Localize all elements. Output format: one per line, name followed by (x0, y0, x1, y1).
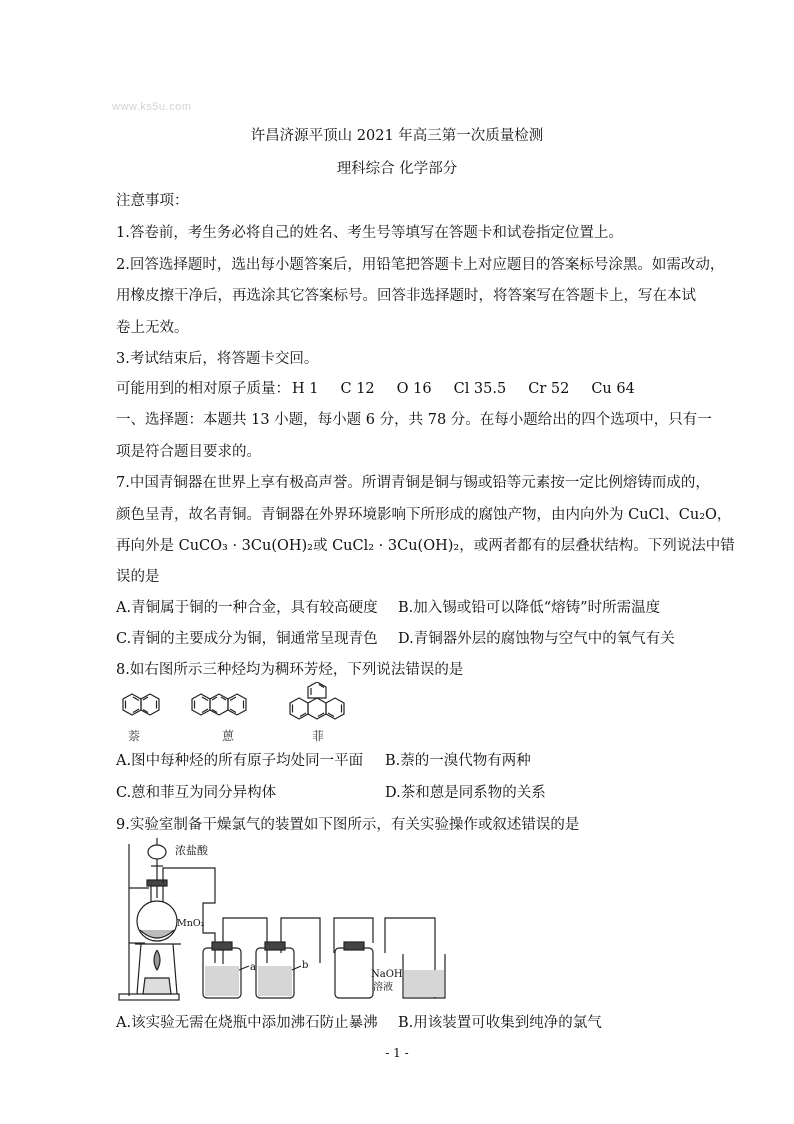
naphthalene-structure (123, 694, 159, 715)
q8-stem: 8.如右图所示三种烃均为稠环芳烃，下列说法错误的是 (116, 662, 464, 678)
notes-heading: 注意事项： (116, 193, 189, 209)
note-1: 1.答卷前，考生务必将自己的姓名、考生号等填写在答题卡和试卷指定位置上。 (116, 225, 623, 241)
q8-option-c: C.蒽和菲互为同分异构体 (116, 785, 277, 801)
chlorine-apparatus-diagram (115, 838, 455, 1008)
q7-stem-line2: 颜色呈青，故名青铜。青铜器在外界环境影响下所形成的腐蚀产物，由内向外为 CuCl、Cu₂O， (116, 507, 732, 523)
section-heading-line1: 一、选择题：本题共 13 小题，每小题 6 分，共 78 分。在每小题给出的四个选项中，只有一 (116, 412, 712, 428)
hydrocarbon-structures (112, 682, 362, 742)
anthracene-structure (192, 694, 246, 715)
q7-option-d: D.青铜器外层的腐蚀物与空气中的氧气有关 (398, 631, 675, 647)
label-naoh: NaOH (371, 969, 403, 980)
q7-option-b: B.加入锡或铅可以降低“熔铸”时所需温度 (398, 600, 661, 616)
label-phenanthrene: 菲 (312, 729, 325, 743)
page-number: - 1 - (385, 1046, 409, 1060)
atomic-masses (116, 377, 657, 398)
mass-cu: Cu 64 (591, 381, 635, 397)
phenanthrene-structure (290, 682, 344, 719)
note-2-line1: 2.回答选择题时，选出每小题答案后，用铅笔把答题卡上对应题目的答案标号涂黑。如需改动， (116, 257, 725, 273)
mass-o: O 16 (396, 381, 432, 397)
mass-cr: Cr 52 (528, 381, 570, 397)
q9-option-b: B.用该装置可收集到纯净的氯气 (398, 1015, 602, 1031)
q7-option-a: A.青铜属于铜的一种合金，具有较高硬度 (116, 600, 378, 616)
mass-c: C 12 (340, 381, 375, 397)
q8-option-a: A.图中每种烃的所有原子均处同一平面 (116, 753, 364, 769)
q7-stem-line1: 7.中国青铜器在世界上享有极高声誉。所谓青铜是铜与锡或铅等元素按一定比例熔铸而成的， (116, 475, 710, 491)
collection-bottle (335, 948, 373, 998)
label-conc-hcl: 浓盐酸 (175, 844, 208, 857)
exam-title: 许昌济源平顶山 2021 年高三第一次质量检测 (250, 128, 544, 144)
note-2-line2: 用橡皮擦干净后，再选涂其它答案标号。回答非选择题时，将答案写在答题卡上，写在本试 (116, 288, 696, 304)
q9-option-a: A.该实验无需在烧瓶中添加沸石防止暴沸 (116, 1015, 378, 1031)
q9-stem: 9.实验室制备干燥氯气的装置如下图所示，有关实验操作或叙述错误的是 (116, 817, 580, 833)
q8-option-d: D.茶和蒽是同系物的关系 (385, 785, 546, 801)
label-anthracene: 蒽 (222, 729, 235, 743)
note-2-line3: 卷上无效。 (116, 320, 189, 336)
label-naphthalene: 萘 (128, 729, 141, 743)
label-b: b (302, 960, 309, 971)
alcohol-lamp (143, 978, 171, 994)
label-solution: 溶液 (373, 982, 393, 993)
atomic-masses-label: 可能用到的相对原子质量： (116, 381, 290, 397)
label-mno2: MnO₂ (177, 918, 205, 929)
q8-option-b: B.萘的一溴代物有两种 (385, 753, 531, 769)
section-heading-line2: 项是符合题目要求的。 (116, 444, 261, 460)
q7-stem-line4: 误的是 (116, 569, 160, 585)
separatory-funnel (148, 845, 166, 859)
label-a: a (250, 962, 256, 973)
note-3: 3.考试结束后，将答题卡交回。 (116, 351, 319, 367)
iron-stand-base (119, 994, 179, 1000)
watermark: www.ks5u.com (112, 101, 192, 113)
q7-option-c: C.青铜的主要成分为铜，铜通常呈现青色 (116, 631, 378, 647)
delivery-tube (163, 868, 215, 963)
mass-cl: Cl 35.5 (453, 381, 507, 397)
exam-subtitle: 理科综合 化学部分 (336, 161, 458, 177)
q7-stem-line3: 再向外是 CuCO₃ · 3Cu(OH)₂或 CuCl₂ · 3Cu(OH)₂，或两者都有的层叠状结构。下列说法中错 (116, 538, 735, 554)
mass-h: H 1 (292, 381, 319, 397)
